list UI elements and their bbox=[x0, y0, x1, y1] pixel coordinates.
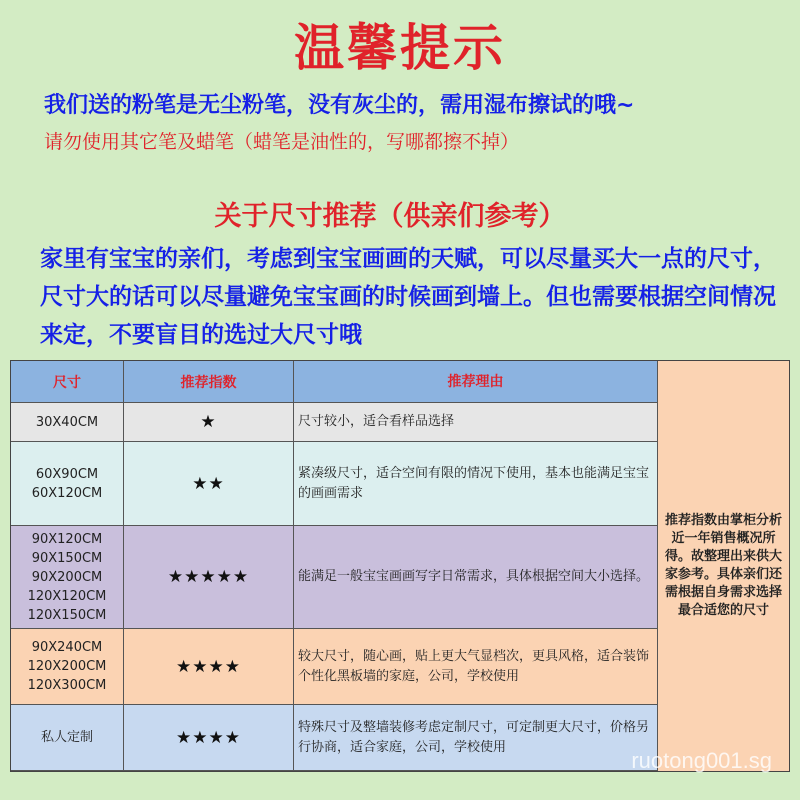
star-rating: ★★★★ bbox=[176, 727, 241, 748]
size-cell bbox=[11, 705, 124, 771]
rating-cell bbox=[124, 442, 294, 526]
page-title: 温馨提示 bbox=[294, 19, 506, 77]
size-cell bbox=[11, 629, 124, 705]
size-value: 60X90CM bbox=[35, 466, 99, 482]
size-value: 120X300CM bbox=[27, 678, 107, 693]
size-cell bbox=[11, 526, 124, 629]
size-section-title: 关于尺寸推荐（供亲们参考） bbox=[214, 201, 566, 232]
star-rating: ★★★★ bbox=[176, 656, 241, 677]
size-value: 60X120CM bbox=[31, 485, 103, 501]
reason-cell: 能满足一般宝宝画画写字日常需求，具体根据空间大小选择。 bbox=[294, 526, 658, 629]
reason-cell: 紧凑级尺寸，适合空间有限的情况下使用，基本也能满足宝宝的画画需求 bbox=[294, 442, 658, 526]
size-section-body: 家里有宝宝的亲们，考虑到宝宝画画的天赋，可以尽量买大一点的尺寸，尺寸大的话可以尽量避免宝宝画的时候画到墙上。但也需要根据空间情况来定，不要盲目的选过大尺寸哦 bbox=[40, 246, 776, 348]
table-row bbox=[11, 442, 658, 526]
table-header bbox=[11, 361, 658, 403]
star-rating: ★★ bbox=[192, 473, 225, 494]
rating-cell bbox=[124, 705, 294, 771]
size-cell bbox=[11, 442, 124, 526]
size-value: 私人定制 bbox=[40, 730, 93, 745]
table-row bbox=[11, 403, 658, 442]
rating-cell bbox=[124, 403, 294, 442]
header-rating: 推荐指数 bbox=[124, 361, 294, 403]
chalk-notice: 我们送的粉笔是无尘粉笔，没有灰尘的，需用湿布擦试的哦~ bbox=[44, 93, 635, 118]
star-rating: ★ bbox=[200, 412, 217, 432]
size-cell bbox=[11, 403, 124, 442]
rating-cell bbox=[124, 629, 294, 705]
header-reason: 推荐理由 bbox=[294, 361, 658, 403]
size-value: 90X240CM bbox=[31, 640, 103, 655]
side-note bbox=[658, 361, 789, 771]
size-value: 120X120CM bbox=[27, 588, 107, 604]
size-value: 30X40CM bbox=[35, 414, 99, 430]
watermark: ruotong001.sg bbox=[631, 748, 772, 773]
table-row bbox=[11, 526, 658, 629]
size-value: 120X150CM bbox=[27, 607, 107, 623]
star-rating: ★★★★★ bbox=[167, 567, 250, 587]
size-recommendation-table bbox=[10, 360, 790, 772]
size-value: 120X200CM bbox=[27, 659, 107, 674]
reason-cell: 尺寸较小，适合看样品选择 bbox=[294, 403, 658, 442]
size-value: 90X200CM bbox=[31, 569, 103, 585]
table-row bbox=[11, 705, 658, 771]
table-row bbox=[11, 629, 658, 705]
reason-cell: 较大尺寸，随心画，贴上更大气显档次，更具风格，适合装饰个性化黑板墙的家庭，公司，学校使用 bbox=[294, 629, 658, 705]
reason-cell: 特殊尺寸及整墙装修考虑定制尺寸，可定制更大尺寸，价格另行协商，适合家庭，公司，学校使用 bbox=[294, 705, 658, 771]
size-value: 90X120CM bbox=[31, 531, 103, 547]
size-value: 90X150CM bbox=[31, 550, 103, 566]
rating-cell bbox=[124, 526, 294, 629]
side-note-text: 推荐指数由掌柜分析近一年销售概况所得。故整理出来供大家参考。具体亲们还需根据自身需求选择最合适您的尺寸 bbox=[664, 513, 782, 618]
crayon-warning: 请勿使用其它笔及蜡笔（蜡笔是油性的，写哪都擦不掉） bbox=[44, 131, 520, 153]
header-size: 尺寸 bbox=[11, 361, 124, 403]
